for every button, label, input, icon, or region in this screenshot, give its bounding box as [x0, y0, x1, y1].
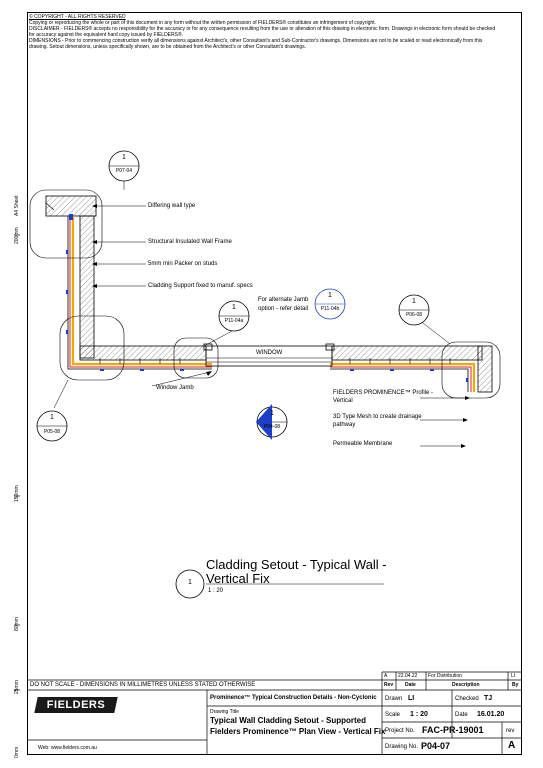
label-window-jamb: Window Jamb [156, 385, 194, 391]
scale-value: 1 : 20 [410, 711, 428, 718]
scale-mark-200: 200mm [14, 227, 20, 244]
label-alt-jamb-2: option - refer detail [258, 306, 309, 312]
do-not-scale-note: DO NOT SCALE - DIMENSIONS IN MILLIMETRES UNLESS STATED OTHERWISE [30, 682, 256, 688]
rev-head-rev: Rev [384, 682, 394, 688]
detail-scale: 1 : 20 [208, 588, 224, 594]
label-profile-1: FIELDERS PROMINENCE™ Profile - [333, 390, 434, 396]
scale-mark-80: 80mm [14, 617, 20, 631]
label-differing-wall: Differing wall type [148, 203, 196, 209]
drawn-value: LI [408, 695, 415, 702]
callout-num-5: 1 [50, 414, 54, 421]
drawing-no-label: Drawing No. [385, 744, 419, 750]
detail-title-line1: Cladding Setout - Typical Wall - [206, 557, 387, 572]
detail-title-num: 1 [188, 579, 192, 586]
date-label: Date [455, 712, 468, 718]
checked-value: TJ [484, 695, 493, 702]
rev-row-description: For Distribution [428, 673, 462, 679]
label-mesh-2: pathway [333, 422, 356, 428]
rev-row-date: 22.04.22 [398, 673, 418, 679]
callout-ref-p11-04b: P11-04b [320, 306, 340, 312]
callout-num-2: 1 [232, 304, 236, 311]
checked-label: Checked [455, 696, 479, 702]
label-membrane: Permeable Membrane [333, 441, 393, 447]
label-packer: 5mm min Packer on studs [148, 261, 218, 267]
callout-ref-p07-04: P07-04 [115, 168, 133, 174]
dimensions-note: DIMENSIONS - Prior to commencing construction verify all dimensions against Architect's, other Consultant's and Sub-Contractor's drawings. Dimensions are not to be scaled or read electronically from this drawing. Setout dimensions, unless specifically shown, are to be obtained from the Architect's or other Consultant's drawings. [29, 38, 483, 50]
scale-mark-0: 0mm [14, 746, 20, 758]
rev-head-by: By [512, 682, 519, 688]
label-profile-2: Vertical [333, 398, 353, 404]
label-window: WINDOW [256, 350, 283, 356]
series-title: Prominence™ Typical Construction Details - Non-Cyclonic [210, 695, 377, 701]
date-value: 16.01.20 [477, 711, 505, 718]
label-wall-frame: Structural Insulated Wall Frame [148, 239, 232, 245]
project-value: FAC-PR-19001 [422, 725, 484, 735]
label-alt-jamb-1: For alternate Jamb [258, 297, 309, 303]
callout-num-4: 1 [412, 298, 416, 305]
drawing-no-value: P04-07 [421, 741, 451, 751]
disclaimer-note: DISCLAIMER - FIELDERS® accepts no responsibility for the accuracy or for any consequence resulting from the use or alteration of this drawing in electronic form. Drawings in electronic form should be checked for accuracy against the equivalent hard copy issued by FIELDERS®. [29, 26, 496, 38]
logo-text: FIELDERS [46, 699, 106, 711]
drawing-title-line1: Typical Wall Cladding Setout - Supported [210, 716, 366, 725]
drawing-title-label: Drawing Title [210, 709, 239, 715]
callout-ref-p11-04a: P11-04a [224, 318, 244, 324]
drawing-title-line2: Fielders Prominence™ Plan View - Vertical Fix [210, 727, 386, 736]
fielders-logo [34, 697, 117, 713]
callout-ref-p06-08: P06-08 [405, 312, 423, 318]
rev-row-rev: A [384, 673, 388, 679]
website: Web: www.fielders.com.au [38, 745, 97, 751]
callout-num-3: 1 [328, 292, 332, 299]
label-mesh-1: 3D Type Mesh to create drainage [333, 414, 422, 420]
drawn-label: Drawn [385, 696, 403, 702]
project-label: Project No. [385, 728, 415, 734]
scale-mark-25: 25mm [14, 680, 20, 694]
callout-ref-p04-08: P04-08 [263, 424, 281, 430]
rev-label: rev [506, 728, 515, 734]
label-cladding-support: Cladding Support fixed to manuf. specs [148, 283, 253, 289]
scale-label: Scale [385, 712, 401, 718]
detail-title-line2: Vertical Fix [206, 571, 270, 586]
copyright-heading: © COPYRIGHT - ALL RIGHTS RESERVED [29, 14, 126, 20]
rev-value: A [508, 740, 516, 751]
callout-num-6: 1 [270, 410, 274, 417]
rev-head-description: Description [452, 682, 480, 688]
rev-head-date: Date [405, 682, 416, 688]
callout-num-1: 1 [122, 154, 126, 161]
scale-mark-150: 150mm [14, 485, 20, 502]
callout-ref-p05-08: P05-08 [43, 429, 61, 435]
sheet-size-label: A4 Sheet [14, 195, 20, 216]
copy-note: Copying or reproducing the whole or part of this document in any form without the written permission of FIELDERS® constitutes an infringement of copyright. [29, 20, 376, 26]
rev-row-by: LI [511, 673, 516, 679]
